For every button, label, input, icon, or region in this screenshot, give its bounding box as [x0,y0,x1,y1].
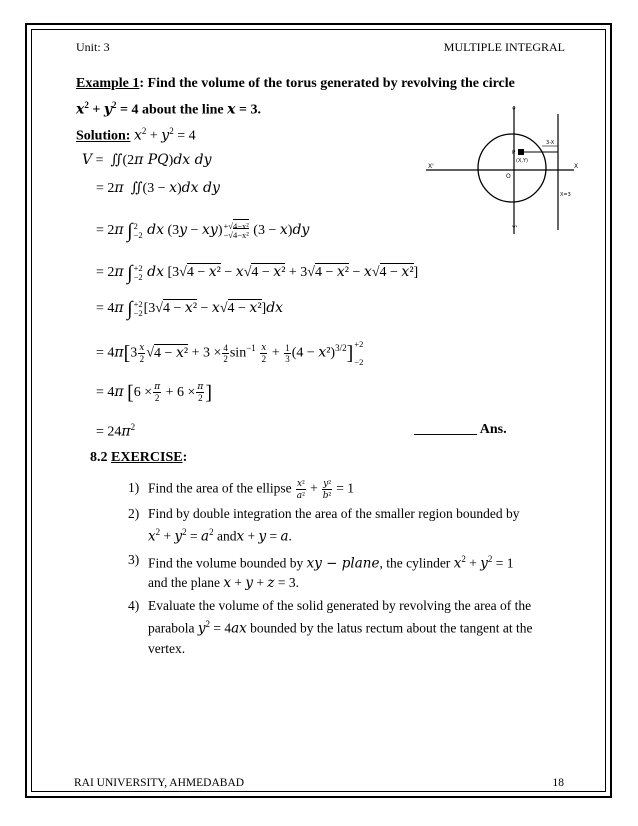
answer-blank: _________ [414,422,477,437]
exercise-heading: 8.2 EXERCISE: [90,450,188,465]
label-point-coords: (X,Y) [516,158,528,164]
answer-label: Ans. [479,422,507,437]
exercise-title: EXERCISE [111,450,183,465]
exercise-number: 8.2 [90,450,108,465]
equation-step-4: = 4π ∫ +2 −2 [3√4 − x² − x√4 − x²]dx [96,298,284,320]
label-p: P [512,150,516,156]
label-origin: O [506,173,511,180]
example-label: Example 1 [76,76,140,91]
exercise-item: 1) Find the area of the ellipse $\frac{\text{x²}}{\text{a²}}$ + $\frac{\text{y²}}{\text{b²}}$ = 1 [128,478,355,501]
equation-step-5: = 4π[3 $\frac{x}{2}$ √4 − x² + 3 × $\frac{4}{2}$ $\sin^{-1}$ $\frac{x}{2}$ + $\frac{1}{3}$ $(4 - x^2)^{3/2}$] +2 −2 [96,339,364,367]
header-title: MULTIPLE INTEGRAL [443,40,565,54]
label-distance: 3-X [546,140,555,146]
label-y: Y [512,107,516,114]
exercise-list [128,478,568,661]
example-line2-text: about the line [138,102,228,118]
equation-step-6: = 4π [6 × $\frac{\pi}{2}$ + 6 × $\frac{\pi}{2}$ ] [96,382,212,404]
label-x: X [574,163,579,170]
solution-line: Solution: $x^2 + y^2 = 4$ [76,126,196,144]
label-x-prime: X' [428,163,434,170]
equation-step-3: = 2π ∫ +2 −2 dx [3√4 − x² − x√4 − x² + 3√4 − x² − x√4 − x²] [96,262,419,284]
exercise-item: 3) Find the volume bounded by xy − plane, the cylinder $x^2 + y^2 = 1$ and the plane x + y + z = 3. [128,551,514,591]
example-text: : Find the volume of the torus generated by revolving the circle [139,76,515,91]
exercise-item: 4) Evaluate the volume of the solid generated by revolving the area of the parabola $y^2 = 4ax$ bounded by the latus rectum about the tangent at the vertex. [128,598,533,656]
example-heading-line2: $x^2 + y^2 = 4$ about the line x = 3. [76,100,261,118]
label-line-eq: X=3 [560,192,571,198]
answer-mark [414,422,507,438]
footer-org: RAI UNIVERSITY, AHMEDABAD [74,777,245,789]
torus-figure [414,100,580,240]
label-y-prime: Y' [512,225,518,232]
footer-page-number: 18 [552,777,564,789]
equation-step-1: = 2π ∬(3 − x)dx dy [96,180,220,196]
equation-volume: V = ∬(2π PQ)dx dy [82,152,212,168]
exercise-item: 2) Find by double integration the area of the smaller region bounded by $x^2 + y^2 = a^2$ andx + y = a. [128,506,520,545]
equation-step-2: = 2π ∫ 2 −2 dx (3y − xy) +√4−x² −√4−x² (3 − x)dy [96,220,310,242]
equation-result: = $24\pi^2$ [96,422,136,440]
point-p-marker [518,149,524,155]
example-heading [76,76,515,92]
header-unit: Unit: 3 [76,40,110,54]
solution-label: Solution: [76,128,131,144]
